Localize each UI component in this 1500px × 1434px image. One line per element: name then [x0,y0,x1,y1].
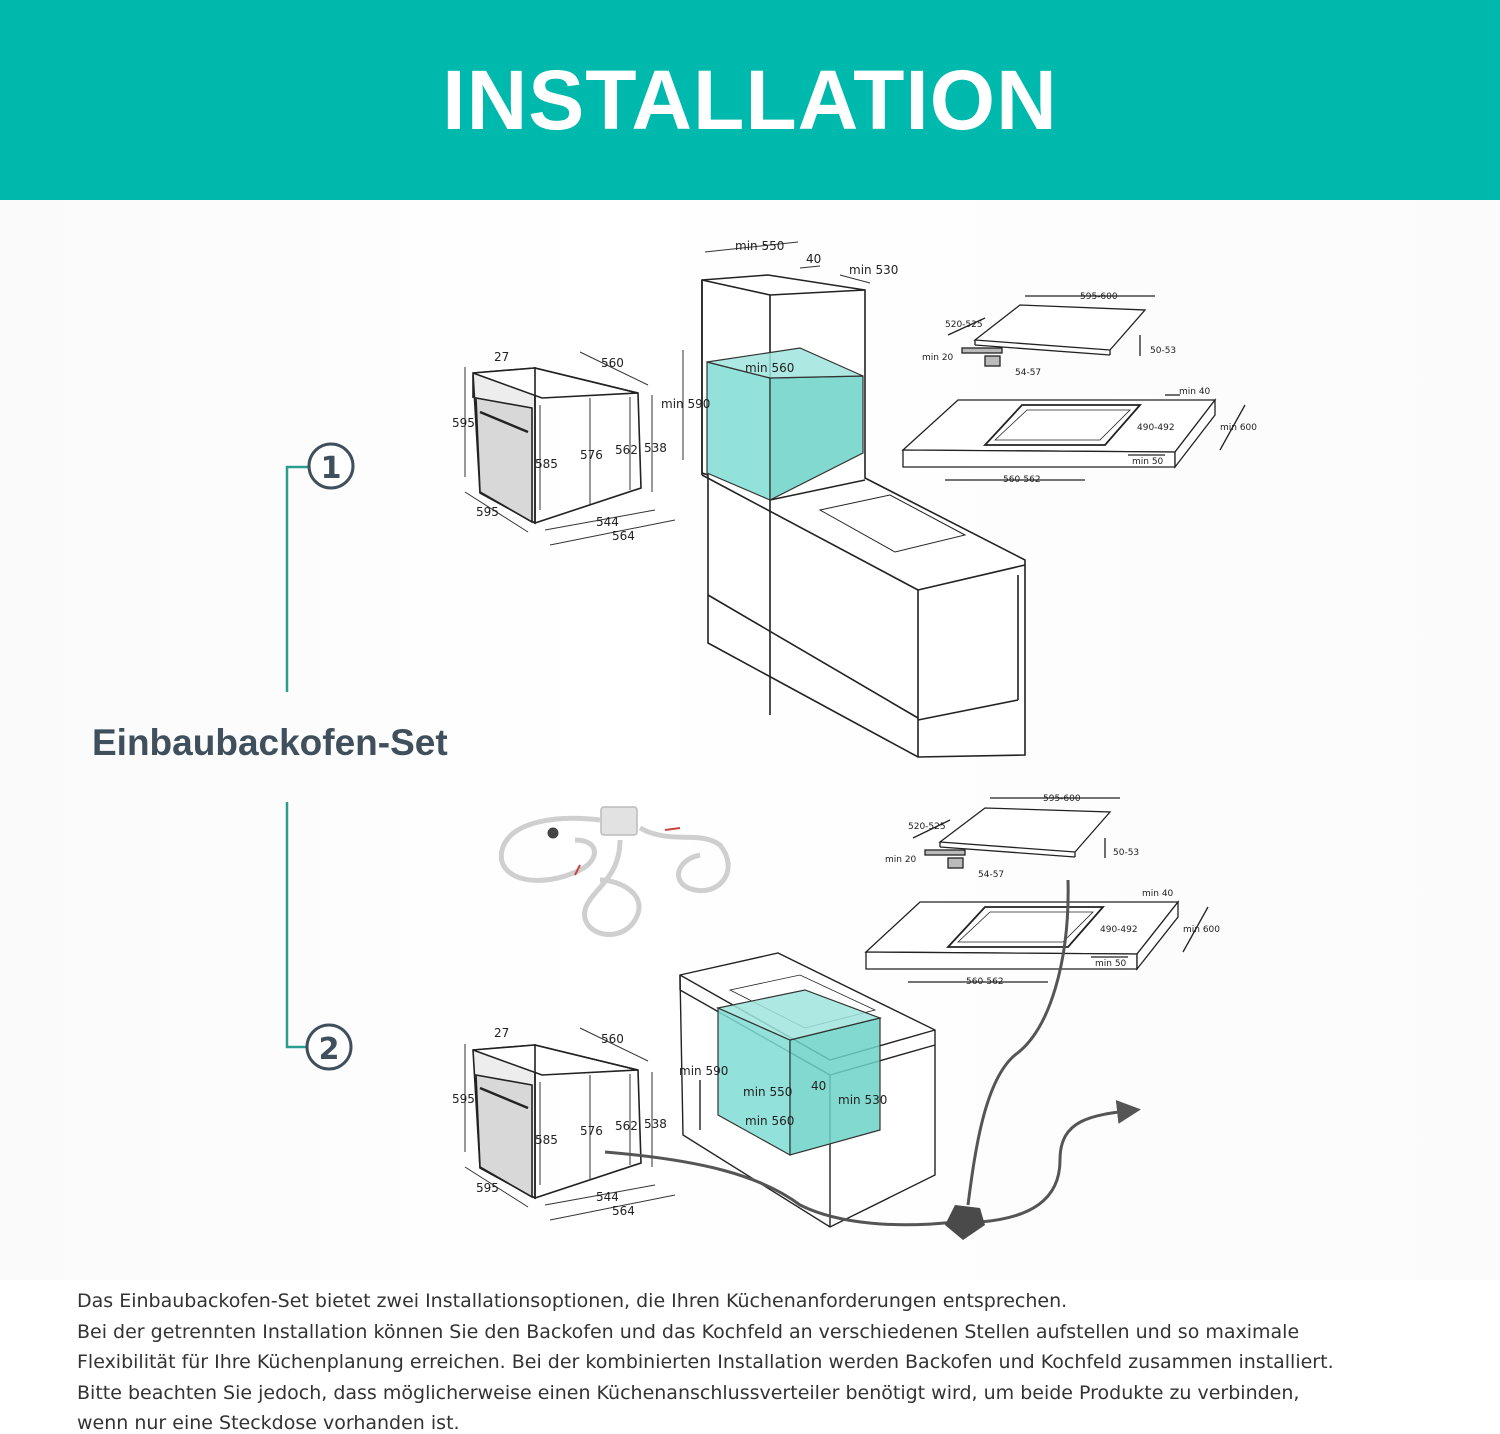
dim-min560: min 560 [745,361,795,375]
svg-text:1: 1 [320,451,342,486]
dim-538: 538 [644,441,667,455]
cutout-dim-width: 560-562 [1003,475,1041,485]
hob-dim-min20: min 20 [922,353,954,363]
dim-544: 544 [596,515,619,529]
dim-595-height: 595 [452,416,475,430]
hob2-dim-min20: min 20 [885,855,917,865]
dim2-27: 27 [494,1026,510,1040]
dim2-544: 544 [596,1190,619,1204]
dim2-min530: min 530 [838,1093,888,1107]
hob2-dim-thickness: 54-57 [978,870,1005,880]
cutout2-dim-width: 560-562 [966,977,1004,987]
cutout2-dim-min50: min 50 [1095,959,1127,969]
dim-595-width: 595 [476,505,499,519]
header-banner [0,0,1500,200]
hob2-dim-width: 595-600 [1043,794,1081,804]
dim-585: 585 [535,457,558,471]
option-badge-2 [307,1025,351,1069]
dim-min590: min 590 [661,397,711,411]
description-line: Bitte beachten Sie jedoch, dass möglicherweise einen Küchenanschlussverteiler benötigt wird, um beide Produkte zu verbinden, [77,1381,1300,1404]
socket-icon [945,1205,985,1240]
cutout-drawing-1 [903,395,1245,480]
dim2-595-width: 595 [476,1181,499,1195]
cutout-dim-min50: min 50 [1132,457,1164,467]
dim2-564: 564 [612,1204,635,1218]
dim-27: 27 [494,350,510,364]
description-line: Das Einbaubackofen-Set bietet zwei Installationsoptionen, die Ihren Küchenanforderungen entsprechen. [77,1290,1068,1312]
dim2-538: 538 [644,1117,667,1131]
hob-dim-depth: 520-525 [945,320,983,330]
dim-562: 562 [615,443,638,457]
dim2-40: 40 [811,1079,827,1093]
cutout-dim-min40: min 40 [1179,387,1211,397]
cutout-dim-depth: 490-492 [1137,423,1175,433]
description-line: wenn nur eine Steckdose vorhanden ist. [77,1412,460,1434]
cutout2-dim-min40: min 40 [1142,889,1174,899]
dim2-min560: min 560 [745,1114,795,1128]
cutout2-dim-depth: 490-492 [1100,925,1138,935]
cutout-dim-min600: min 600 [1220,423,1258,433]
dim2-562: 562 [615,1119,638,1133]
hob-dim-height: 50-53 [1150,346,1177,356]
dim-564: 564 [612,529,635,543]
cutout2-dim-min600: min 600 [1183,925,1221,935]
dim2-min550: min 550 [743,1085,793,1099]
dim2-585: 585 [535,1133,558,1147]
page-title: INSTALLATION [442,52,1058,147]
svg-text:2: 2 [318,1032,340,1067]
description-line: Flexibilität für Ihre Küchenplanung erreichen. Bei der kombinierten Installation werden Backofen und Kochfeld zusammen installiert. [77,1351,1334,1373]
description-line: Bei der getrennten Installation können Sie den Backofen und das Kochfeld an verschiedenen Stellen aufstellen und so maximale [77,1320,1300,1343]
dim2-min590: min 590 [679,1064,729,1078]
dim2-595-height: 595 [452,1092,475,1106]
hob-dim-width: 595-600 [1080,292,1118,302]
hob2-dim-height: 50-53 [1113,848,1140,858]
dim-min550: min 550 [735,239,785,253]
cutout-drawing-2 [866,902,1208,982]
dim2-560: 560 [601,1032,624,1046]
dim-min530: min 530 [849,263,899,277]
hob2-dim-depth: 520-525 [908,822,946,832]
dim-560: 560 [601,356,624,370]
connection-distributor [501,807,728,934]
hob-dim-thickness: 54-57 [1015,368,1042,378]
tall-cabinet [702,275,1025,757]
option-badge-1 [309,444,353,488]
product-set-title: Einbaubackofen-Set [92,722,448,763]
dim-576: 576 [580,448,603,462]
installation-description [77,1286,1467,1434]
hob-drawing-2 [913,798,1120,868]
dim2-576: 576 [580,1124,603,1138]
hob-drawing-1 [948,296,1155,366]
dim-40: 40 [806,252,822,266]
